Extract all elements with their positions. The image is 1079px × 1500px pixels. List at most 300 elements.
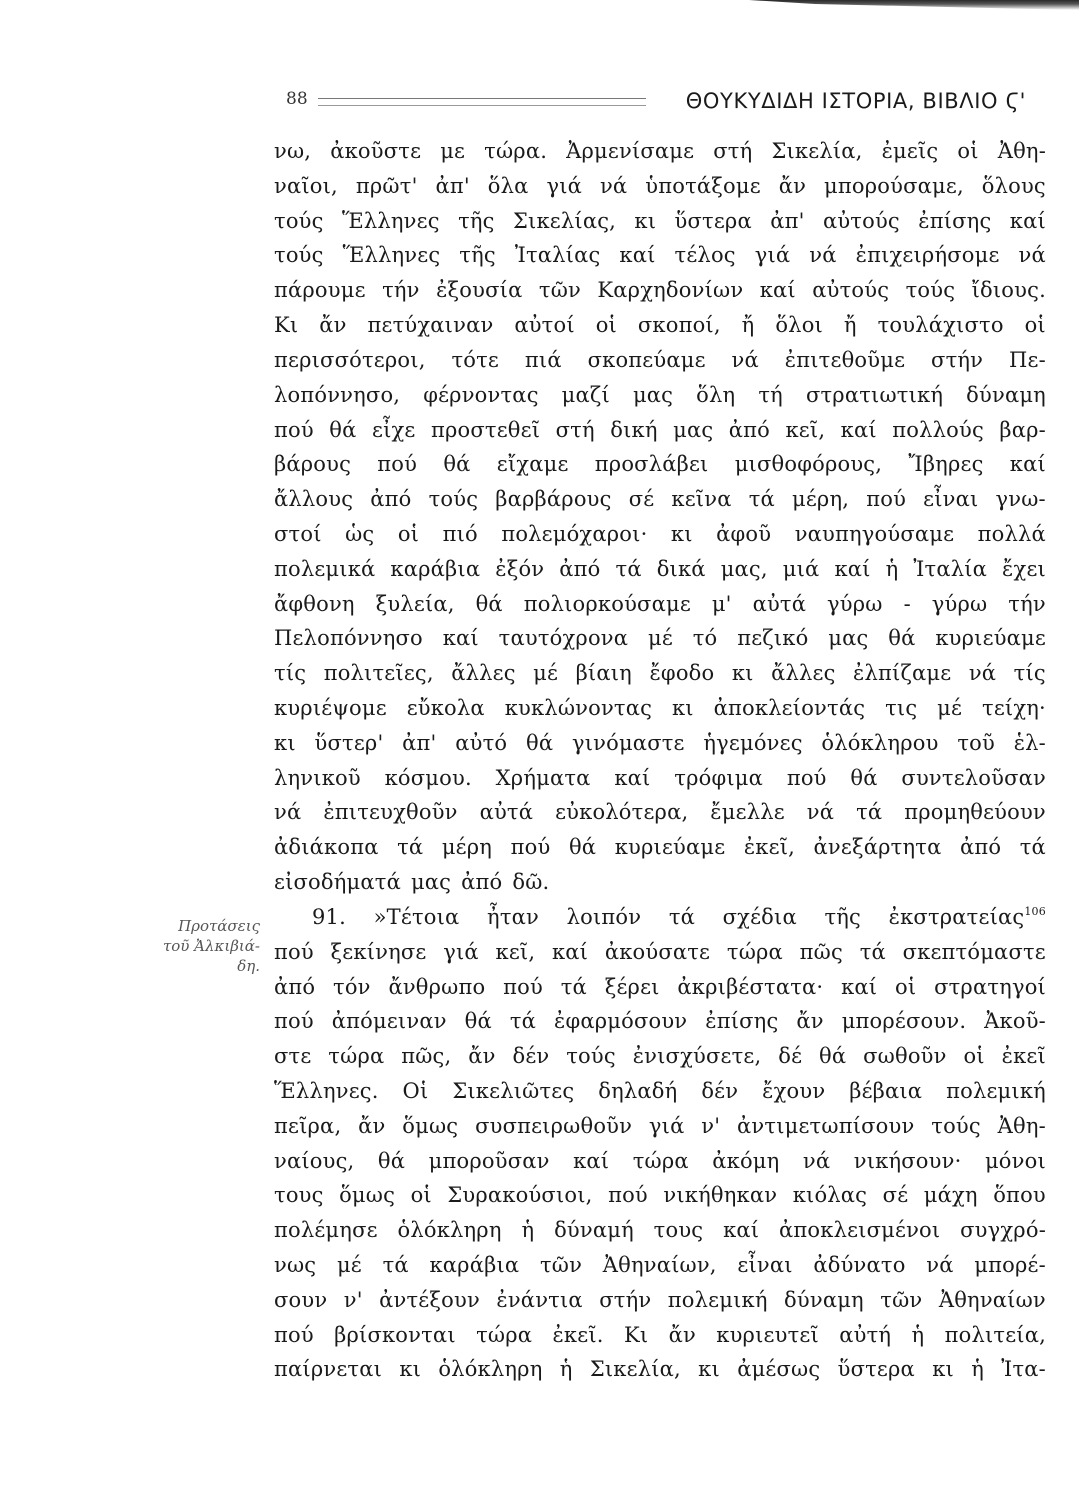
text-line [274, 1178, 1046, 1213]
word: τῶν [539, 1253, 583, 1277]
word: κι [932, 1357, 954, 1382]
word: λοιπόν [566, 904, 642, 929]
body-text [274, 134, 1046, 1387]
word: πολεμική [946, 1078, 1046, 1103]
word: καί [723, 1218, 760, 1243]
word: τούς [428, 487, 479, 512]
header-rule [318, 98, 646, 106]
word: ὑποτάξομε [645, 173, 761, 198]
word: τώρα [476, 1322, 533, 1347]
word: σωθοῦν [863, 1044, 947, 1069]
word: προσλάβει [594, 452, 709, 477]
word: ὁλόκληρου [821, 730, 939, 755]
word: οἱ [1024, 313, 1046, 338]
word: καράβια [429, 1253, 520, 1277]
word: τους [274, 1183, 324, 1208]
word: τόν [333, 974, 371, 999]
text-line [274, 900, 1046, 935]
word: στρατιωτική [805, 382, 944, 407]
word: τά [397, 835, 424, 860]
word: ταυτόχρονα [498, 626, 629, 651]
word: νως [274, 1253, 317, 1277]
text-line [274, 273, 1046, 308]
word: καί [1009, 452, 1046, 477]
word: στή [555, 417, 595, 442]
word: πού [786, 765, 827, 790]
word: πολιτεία, [944, 1322, 1046, 1347]
word: αὐτούς [812, 278, 890, 303]
marginal-note-line: δη. [237, 957, 260, 975]
word: Ἴβηρες [908, 452, 984, 477]
text-line [274, 795, 1046, 830]
word: ἔμελλε [710, 800, 785, 825]
word: τήν [1008, 591, 1046, 616]
word: ἐφαρμόσουν [553, 1009, 688, 1034]
text-line [274, 1004, 1046, 1039]
word: ναυπηγούσαμε [794, 521, 955, 546]
word: ξέρει [604, 974, 660, 999]
word: Συρακούσιοι, [447, 1183, 593, 1208]
word: τά [859, 939, 886, 964]
word: κεῖ, [785, 417, 826, 442]
word: εὔκολα [406, 696, 485, 720]
word: Οἱ [402, 1078, 429, 1103]
word: μας, [720, 556, 768, 581]
word: προστεθεῖ [430, 417, 541, 442]
word: πολιτεῖες, [323, 661, 434, 686]
word: ἑλ- [1013, 730, 1046, 755]
word: ἀδιάκοπα [274, 835, 379, 860]
word: αὐτή [839, 1322, 892, 1347]
word: πολέμησε [274, 1218, 378, 1243]
word: τούς [274, 208, 324, 233]
word: ἐξουσία [436, 278, 523, 303]
word: τέλος [674, 243, 736, 268]
word: συγχρό- [960, 1218, 1046, 1243]
word: Ἕλληνες [341, 208, 440, 233]
word: στήν [931, 347, 984, 372]
word: ἄν [319, 313, 347, 338]
word: δέν [512, 1044, 550, 1069]
word: ἀποκλεισμένοι [779, 1218, 941, 1243]
word: στρατηγοί [934, 974, 1046, 999]
word: γνω- [995, 487, 1046, 512]
word: ἐμεῖς [881, 139, 939, 163]
word: νά [1018, 243, 1046, 268]
word: τῶν [538, 278, 581, 303]
word: πού [274, 417, 314, 442]
word: πολιορκούσαμε [523, 591, 691, 616]
word: στήν [599, 1287, 652, 1312]
word: πολεμική [667, 1287, 768, 1312]
word: μ' [711, 591, 732, 616]
word: τούς [566, 1044, 616, 1069]
word: κόσμου. [384, 765, 472, 790]
text-line [274, 1144, 1046, 1179]
word: τά [1019, 835, 1046, 860]
word: ἡ [971, 1357, 985, 1382]
word: γύρω [827, 591, 883, 616]
word: Ἰταλία [913, 556, 988, 581]
word: τώρα. [484, 139, 548, 163]
word: ξεκίνησε [330, 939, 427, 964]
word: θά [850, 765, 878, 790]
word: θά [377, 1148, 406, 1173]
text-line [274, 1109, 1046, 1144]
word: ἀπό [959, 835, 1002, 860]
word: τά [560, 974, 587, 999]
word: πολλούς [892, 417, 984, 442]
word: ἄν [668, 1322, 696, 1347]
word: Σικελιῶτες [452, 1078, 575, 1103]
word: κυριευτεῖ [716, 1322, 819, 1347]
text-line [274, 726, 1046, 761]
word: Πελοπόννησο [274, 626, 423, 651]
word: τίς [1013, 661, 1046, 686]
word: γιά [648, 1113, 685, 1138]
word: βέβαια [849, 1078, 923, 1103]
word: αὐτό [455, 730, 508, 755]
word: πιό [442, 521, 478, 546]
text-line [274, 1248, 1046, 1283]
text-line [274, 552, 1046, 587]
word: τῆς [824, 904, 861, 929]
word: Ἀθηναίων, [602, 1253, 717, 1277]
text-line [274, 413, 1046, 448]
word: καί [1009, 208, 1046, 233]
word: εἶχε [371, 417, 416, 442]
word: οἱ [410, 1183, 432, 1208]
word: ὅλους [981, 173, 1046, 198]
word: βαρ- [999, 417, 1046, 442]
word: περισσότεροι, [274, 347, 426, 372]
word: τουλάχιστο [877, 313, 1004, 338]
word: ἦταν [487, 904, 539, 929]
text-line [274, 308, 1046, 343]
text-line [274, 517, 1046, 552]
word: ληνικοῦ [274, 765, 361, 790]
word: στοί [274, 521, 322, 546]
word: αὐτά [752, 591, 807, 616]
word: ἡ [521, 1218, 535, 1243]
word: συντελοῦσαν [901, 765, 1046, 790]
text-line [274, 1039, 1046, 1074]
footnote-ref[interactable]: 106 [1024, 904, 1046, 918]
text-line [274, 1074, 1046, 1109]
word: πού [608, 1183, 648, 1208]
word: ὅπου [993, 1183, 1046, 1208]
text-line [274, 970, 1046, 1005]
word: νά [806, 800, 835, 825]
word: ἐπιτεθοῦμε [784, 347, 906, 372]
text-line [274, 587, 1046, 622]
word: μιά [782, 556, 820, 581]
word: τους [653, 1218, 704, 1243]
word: πού [274, 1009, 314, 1034]
word: θά [888, 626, 916, 651]
word: στε [274, 1044, 312, 1069]
word: τό [692, 626, 718, 651]
word: μέρη [441, 835, 493, 860]
word: πῶς, [401, 1044, 452, 1069]
word: αὐτά [479, 800, 534, 825]
text-line [274, 1352, 1046, 1387]
text-line [274, 204, 1046, 239]
word: τῆς [459, 243, 496, 268]
word: δύναμη [966, 382, 1046, 407]
word: μπορέ- [974, 1253, 1046, 1277]
word: βάρους [274, 452, 352, 477]
word: εἶναι [923, 487, 979, 512]
word: πολεμόχαροι· [501, 521, 648, 546]
word: πῶς [799, 939, 843, 964]
word: ἀντέξουν [379, 1287, 480, 1312]
word: Ἀθη- [997, 139, 1046, 163]
word: τῶν [880, 1287, 923, 1312]
word: »Τέτοια [373, 904, 460, 929]
word: πολεμικά [274, 556, 376, 581]
word: νικήσουν· [853, 1148, 962, 1173]
word: γιά [754, 243, 791, 268]
word: οἱ [595, 313, 617, 338]
word: τούς [931, 1113, 981, 1138]
word: ἐνισχύσετε, [632, 1044, 762, 1069]
word: εἴχαμε [496, 452, 569, 477]
word: γιά [443, 939, 479, 964]
word: Κι [623, 1322, 649, 1347]
word: Ἀθηναίων [938, 1287, 1046, 1312]
word: σκοπεύαμε [587, 347, 706, 372]
marginal-note [150, 916, 260, 976]
word: Καρχηδονίων [597, 278, 744, 303]
word: πετύχαιναν [367, 313, 494, 338]
word: νά [809, 243, 837, 268]
word: ὁλόκληρη [397, 1218, 502, 1243]
word: μαζί [561, 382, 610, 407]
word: ἐκεῖ, [743, 835, 796, 860]
text-line [274, 935, 1046, 970]
word: ὕστερα [837, 1357, 915, 1382]
word: καί [551, 939, 589, 964]
word: κυριέψομε [274, 696, 387, 720]
word: τά [668, 904, 696, 929]
word: σέ [882, 1183, 909, 1208]
word: καί [841, 974, 878, 999]
word: ἡγεμόνες [703, 730, 803, 755]
word: πού [510, 835, 551, 860]
word: τείχη· [982, 696, 1046, 720]
word: τούς [905, 278, 956, 303]
word: δέν [701, 1078, 739, 1103]
word: ἀπό [370, 487, 412, 512]
text-line [274, 238, 1046, 273]
page-number: 88 [286, 89, 308, 109]
word: ἄν [468, 1044, 496, 1069]
word: πρῶτ' [355, 173, 418, 198]
word: αὐτούς [822, 208, 900, 233]
word: ἀδύνατο [813, 1253, 906, 1277]
word: πεζικό [737, 626, 809, 651]
word: Ἀρμενίσαμε [566, 139, 695, 163]
word: Σικελία, [589, 1357, 681, 1382]
word: ἄφθονη [274, 591, 355, 616]
word: ξυλεία, [375, 591, 455, 616]
word: μέ [937, 696, 963, 720]
word: ἀκόμη [712, 1148, 780, 1173]
marginal-note-line: τοῦ Ἀλκιβιά- [162, 937, 260, 955]
word: θά [329, 417, 357, 442]
word: στή [713, 139, 753, 163]
word: πού [377, 452, 418, 477]
word: ἡ [885, 556, 899, 581]
word: μάχη [923, 1183, 978, 1208]
word: Ἰτα- [1001, 1357, 1046, 1382]
word: λοπόννησο, [274, 382, 401, 407]
word: νά [802, 1148, 831, 1173]
word: τούς [274, 243, 324, 268]
word: ὅλα [487, 173, 529, 198]
word: θά [464, 1009, 492, 1034]
word: ἐκεῖ [1001, 1044, 1046, 1069]
text-line [274, 1283, 1046, 1318]
word: ὅμως [339, 1183, 396, 1208]
word: καί [614, 765, 651, 790]
word: 91. [312, 904, 346, 929]
text-line [274, 482, 1046, 517]
word: δύναμη [784, 1287, 864, 1312]
word: νά [731, 347, 759, 372]
word: Πε- [1009, 347, 1046, 372]
word: μέρη, [791, 487, 850, 512]
word: τις [885, 696, 918, 720]
word: θά [443, 452, 471, 477]
word: τά [382, 1253, 409, 1277]
word: ἄν [358, 1113, 386, 1138]
word: μπορέσουν. [841, 1009, 967, 1034]
word: ἴδιους. [971, 278, 1046, 303]
word: ναίους, [274, 1148, 355, 1173]
word: μέ [647, 626, 673, 651]
word: με [440, 139, 466, 163]
word: ὁλόκληρη [438, 1357, 543, 1382]
word: Ἀθη- [997, 1113, 1046, 1138]
word: πού [274, 939, 314, 964]
word: ἄλλες [451, 661, 516, 686]
word: εἶναι [737, 1253, 793, 1277]
word: πού [503, 974, 543, 999]
word: σκοποί, [637, 313, 721, 338]
text-line [274, 691, 1046, 726]
text-line [274, 1318, 1046, 1353]
word: μας [828, 626, 869, 651]
word: βρίσκονται [334, 1322, 456, 1347]
word: ὅλη [696, 382, 736, 407]
word: δικά [656, 556, 706, 581]
word: οἱ [895, 974, 917, 999]
word: ἀκριβέστατα· [677, 974, 824, 999]
word: ἀπ' [402, 730, 437, 755]
word: σουν [274, 1287, 328, 1312]
word: ναῖοι, [274, 173, 338, 198]
word: νικήθηκαν [663, 1183, 778, 1208]
word: ἤ [843, 313, 857, 338]
text-line [274, 378, 1046, 413]
word: τά [856, 800, 883, 825]
word: Χρήματα [495, 765, 591, 790]
word: κι [634, 208, 657, 233]
word: τήν [382, 278, 420, 303]
word: καί [759, 278, 796, 303]
word: δέ [778, 1044, 803, 1069]
word: τώρα [632, 1148, 689, 1173]
word: καί [834, 556, 871, 581]
word: κι [731, 661, 754, 686]
text-line [274, 761, 1046, 796]
word: γιά [546, 173, 583, 198]
text-line [274, 656, 1046, 691]
word: Σικελίας, [512, 208, 617, 233]
word: ὅλοι [775, 313, 823, 338]
word: ἐπίσης [918, 208, 992, 233]
word: ἀπ' [770, 208, 805, 233]
word: ὕστερ' [314, 730, 384, 755]
word: κι [671, 696, 694, 720]
word: νω, [274, 139, 312, 163]
word: οἱ [963, 1044, 985, 1069]
word: πεῖρα, [274, 1113, 342, 1138]
word: ὡς [345, 521, 375, 546]
word: θά [568, 835, 597, 860]
word: θά [475, 591, 503, 616]
word: ἐκστρατείας$^{106}$ [888, 904, 1046, 929]
word: πού [274, 1322, 314, 1347]
word: τά [615, 556, 642, 581]
word: ἔχουν [762, 1078, 826, 1103]
word: καί [840, 417, 877, 442]
word: κι [698, 1357, 720, 1382]
word: κιόλας [792, 1183, 868, 1208]
word: ἤ [741, 313, 755, 338]
word: καί [619, 243, 656, 268]
word: ἐπίσης [705, 1009, 779, 1034]
word: νά [926, 1253, 954, 1277]
word: Κι [274, 313, 299, 338]
word: ἄλλους [274, 487, 354, 512]
word: κι [399, 1357, 422, 1382]
word: ἡ [559, 1357, 573, 1382]
word: ἄνθρωπο [388, 974, 486, 999]
word: τῆς [458, 208, 495, 233]
text-line [274, 1213, 1046, 1248]
word: νά [599, 173, 628, 198]
text-line [274, 447, 1046, 482]
word: ἐπιχειρήσομε [855, 243, 1000, 268]
text-line [274, 621, 1046, 656]
word: παίρνεται [274, 1357, 383, 1382]
text-line [274, 169, 1046, 204]
word: μποροῦσαν [428, 1148, 550, 1173]
word: τώρα [328, 1044, 385, 1069]
word: τότε [451, 347, 500, 372]
word: πολλά [977, 521, 1046, 546]
text-line [274, 865, 1046, 900]
word: εὐκολότερα, [555, 800, 689, 825]
word: ἐκεῖ. [552, 1322, 604, 1347]
word: ἐξόν [495, 556, 545, 581]
word: μας [673, 417, 714, 442]
word: ἀμέσως [737, 1357, 821, 1382]
word: ἀπ' [435, 173, 470, 198]
